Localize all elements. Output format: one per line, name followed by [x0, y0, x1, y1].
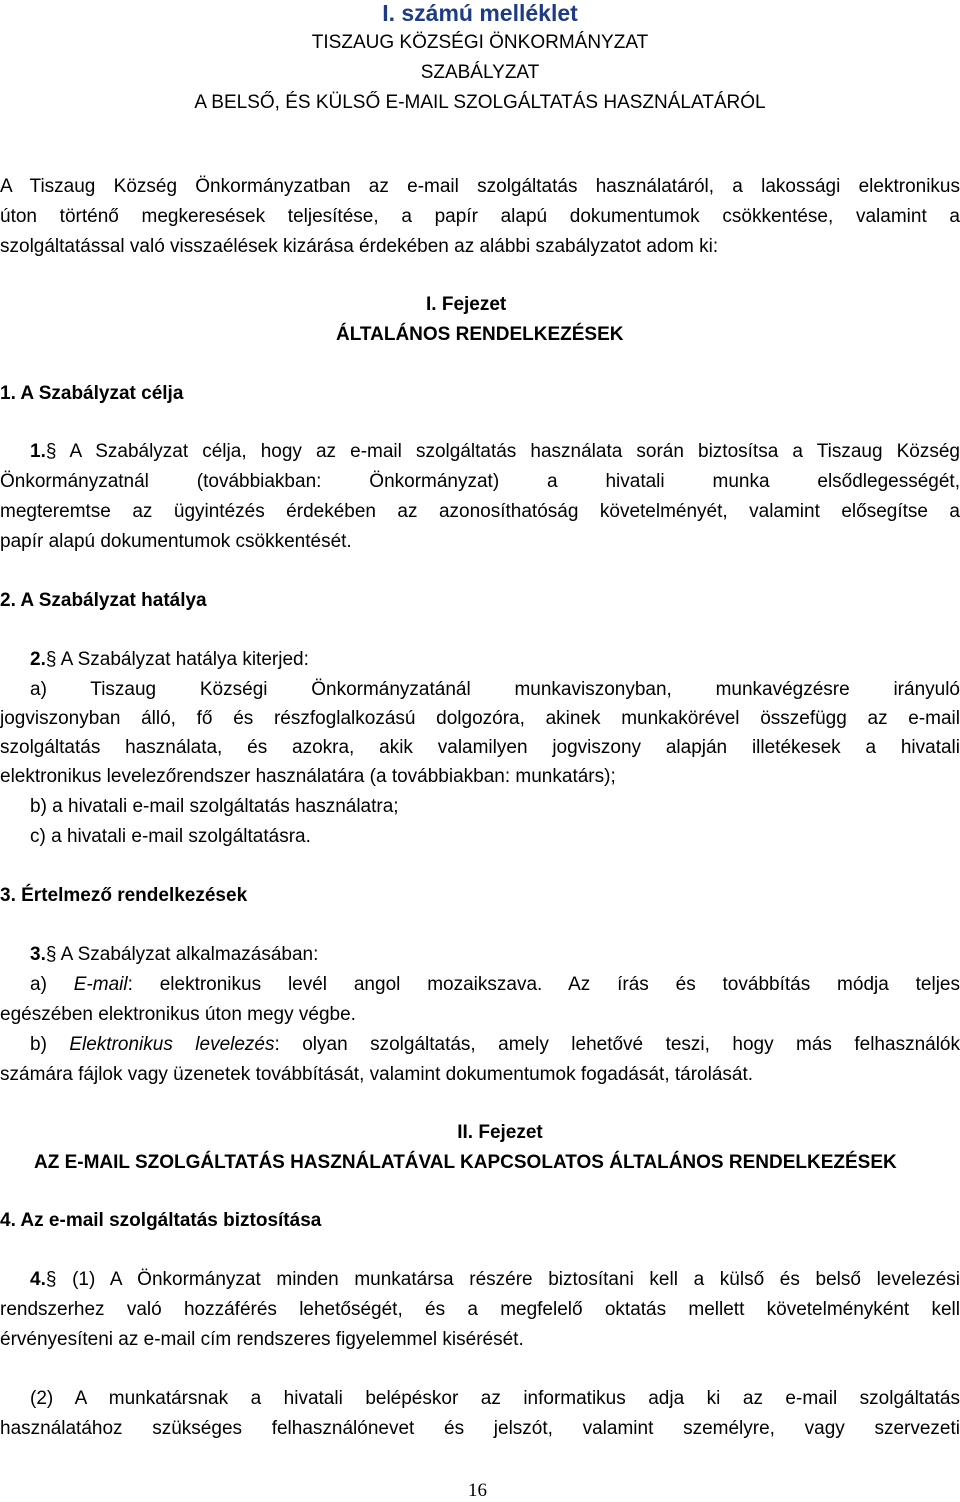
section-1-mark: 1.§	[30, 441, 57, 462]
section-2-a-line-2: jogviszonyban álló, fő és részfoglalkozású dolgozóra, akinek munkakörével összefügg az e-mail	[0, 708, 960, 729]
section-4-p1-line-2: rendszerhez való hozzáférés lehetőségét, és a megfelelő oktatás mellett követelményként kell	[0, 1299, 960, 1320]
section-3-a-line-1: a) E-mail: elektronikus levél angol mozaikszava. Az írás és továbbítás módja teljes	[30, 974, 960, 995]
chapter-1-title: ÁLTALÁNOS RENDELKEZÉSEK	[336, 324, 624, 345]
section-1-line-4: papír alapú dokumentumok csökkentését.	[0, 531, 352, 552]
section-2-lead: 2.§ A Szabályzat hatálya kiterjed:	[30, 649, 309, 670]
section-4-heading: 4. Az e-mail szolgáltatás biztosítása	[0, 1210, 322, 1231]
section-2-a-line-3: szolgáltatás használata, és azokra, akik valamilyen jogviszony alapján illetékesek a hivatali	[0, 737, 960, 758]
chapter-2-title: AZ E-MAIL SZOLGÁLTATÁS HASZNÁLATÁVAL KAPCSOLATOS ÁLTALÁNOS RENDELKEZÉSEK	[34, 1152, 897, 1173]
section-2-c: c) a hivatali e-mail szolgáltatásra.	[30, 826, 311, 847]
section-1-line-2: Önkormányzatnál (továbbiakban: Önkormányzat) a hivatali munka elsődlegességét,	[0, 471, 960, 492]
section-1-heading: 1. A Szabályzat célja	[0, 383, 184, 404]
section-1-line-3: megteremtse az ügyintézés érdekében az azonosíthatóság követelményét, valamint elősegítse a	[0, 501, 960, 522]
term-email: E-mail	[73, 974, 128, 995]
section-1-line-1: 1.§ A Szabályzat célja, hogy az e-mail szolgáltatás használata során biztosítsa a Tiszaug Község	[0, 441, 960, 463]
section-4-p2-line-1: (2) A munkatársnak a hivatali belépéskor az informatikus adja ki az e-mail szolgáltatás	[30, 1388, 960, 1409]
intro-line-1: A Tiszaug Község Önkormányzatban az e-mail szolgáltatás használatáról, a lakossági elektronikus	[0, 176, 960, 197]
section-3-lead: 3.§ A Szabályzat alkalmazásában:	[30, 944, 319, 965]
section-2-a-line-4: elektronikus levelezőrendszer használatára (a továbbiakban: munkatárs);	[0, 766, 616, 787]
section-3-b-line-1: b) Elektronikus levelezés: olyan szolgáltatás, amely lehetővé teszi, hogy más felhasználók	[30, 1034, 960, 1055]
section-4-p1-line-3: érvényesíteni az e-mail cím rendszeres figyelemmel kisérését.	[0, 1329, 524, 1350]
term-electronic-mail: Elektronikus levelezés	[69, 1034, 275, 1055]
organization-name: TISZAUG KÖZSÉGI ÖNKORMÁNYZAT	[311, 32, 649, 53]
section-2-heading: 2. A Szabályzat hatálya	[0, 590, 207, 611]
annex-title: I. számú melléklet	[382, 0, 578, 26]
chapter-2-number: II. Fejezet	[457, 1122, 543, 1143]
intro-line-3: szolgáltatással való visszaélések kizárása érdekében az alábbi szabályzatot adom ki:	[0, 236, 719, 257]
section-4-p2-line-2: használatához szükséges felhasználónevet és jelszót, valamint személyre, vagy szervezeti	[0, 1418, 960, 1439]
section-3-heading: 3. Értelmező rendelkezések	[0, 885, 248, 906]
chapter-1-number: I. Fejezet	[426, 294, 507, 315]
section-2-a-line-1: a) Tiszaug Községi Önkormányzatánál munkaviszonyban, munkavégzésre irányuló	[30, 679, 960, 700]
section-2-b: b) a hivatali e-mail szolgáltatás használatra;	[30, 796, 399, 817]
document-type: SZABÁLYZAT	[420, 62, 540, 83]
section-3-a-line-2: egészében elektronikus úton megy végbe.	[0, 1004, 356, 1025]
section-3-b-line-2: számára fájlok vagy üzenetek továbbítását, valamint dokumentumok fogadását, tárolását.	[0, 1064, 754, 1085]
intro-line-2: úton történő megkeresések teljesítése, a papír alapú dokumentumok csökkentése, valamint a	[0, 206, 960, 227]
section-4-p1-line-1: 4.§ (1) A Önkormányzat minden munkatársa részére biztosítani kell a külső és belső levelezési	[30, 1269, 960, 1290]
page-number: 16	[468, 1480, 487, 1501]
document-subject: A BELSŐ, ÉS KÜLSŐ E-MAIL SZOLGÁLTATÁS HASZNÁLATÁRÓL	[194, 92, 766, 113]
